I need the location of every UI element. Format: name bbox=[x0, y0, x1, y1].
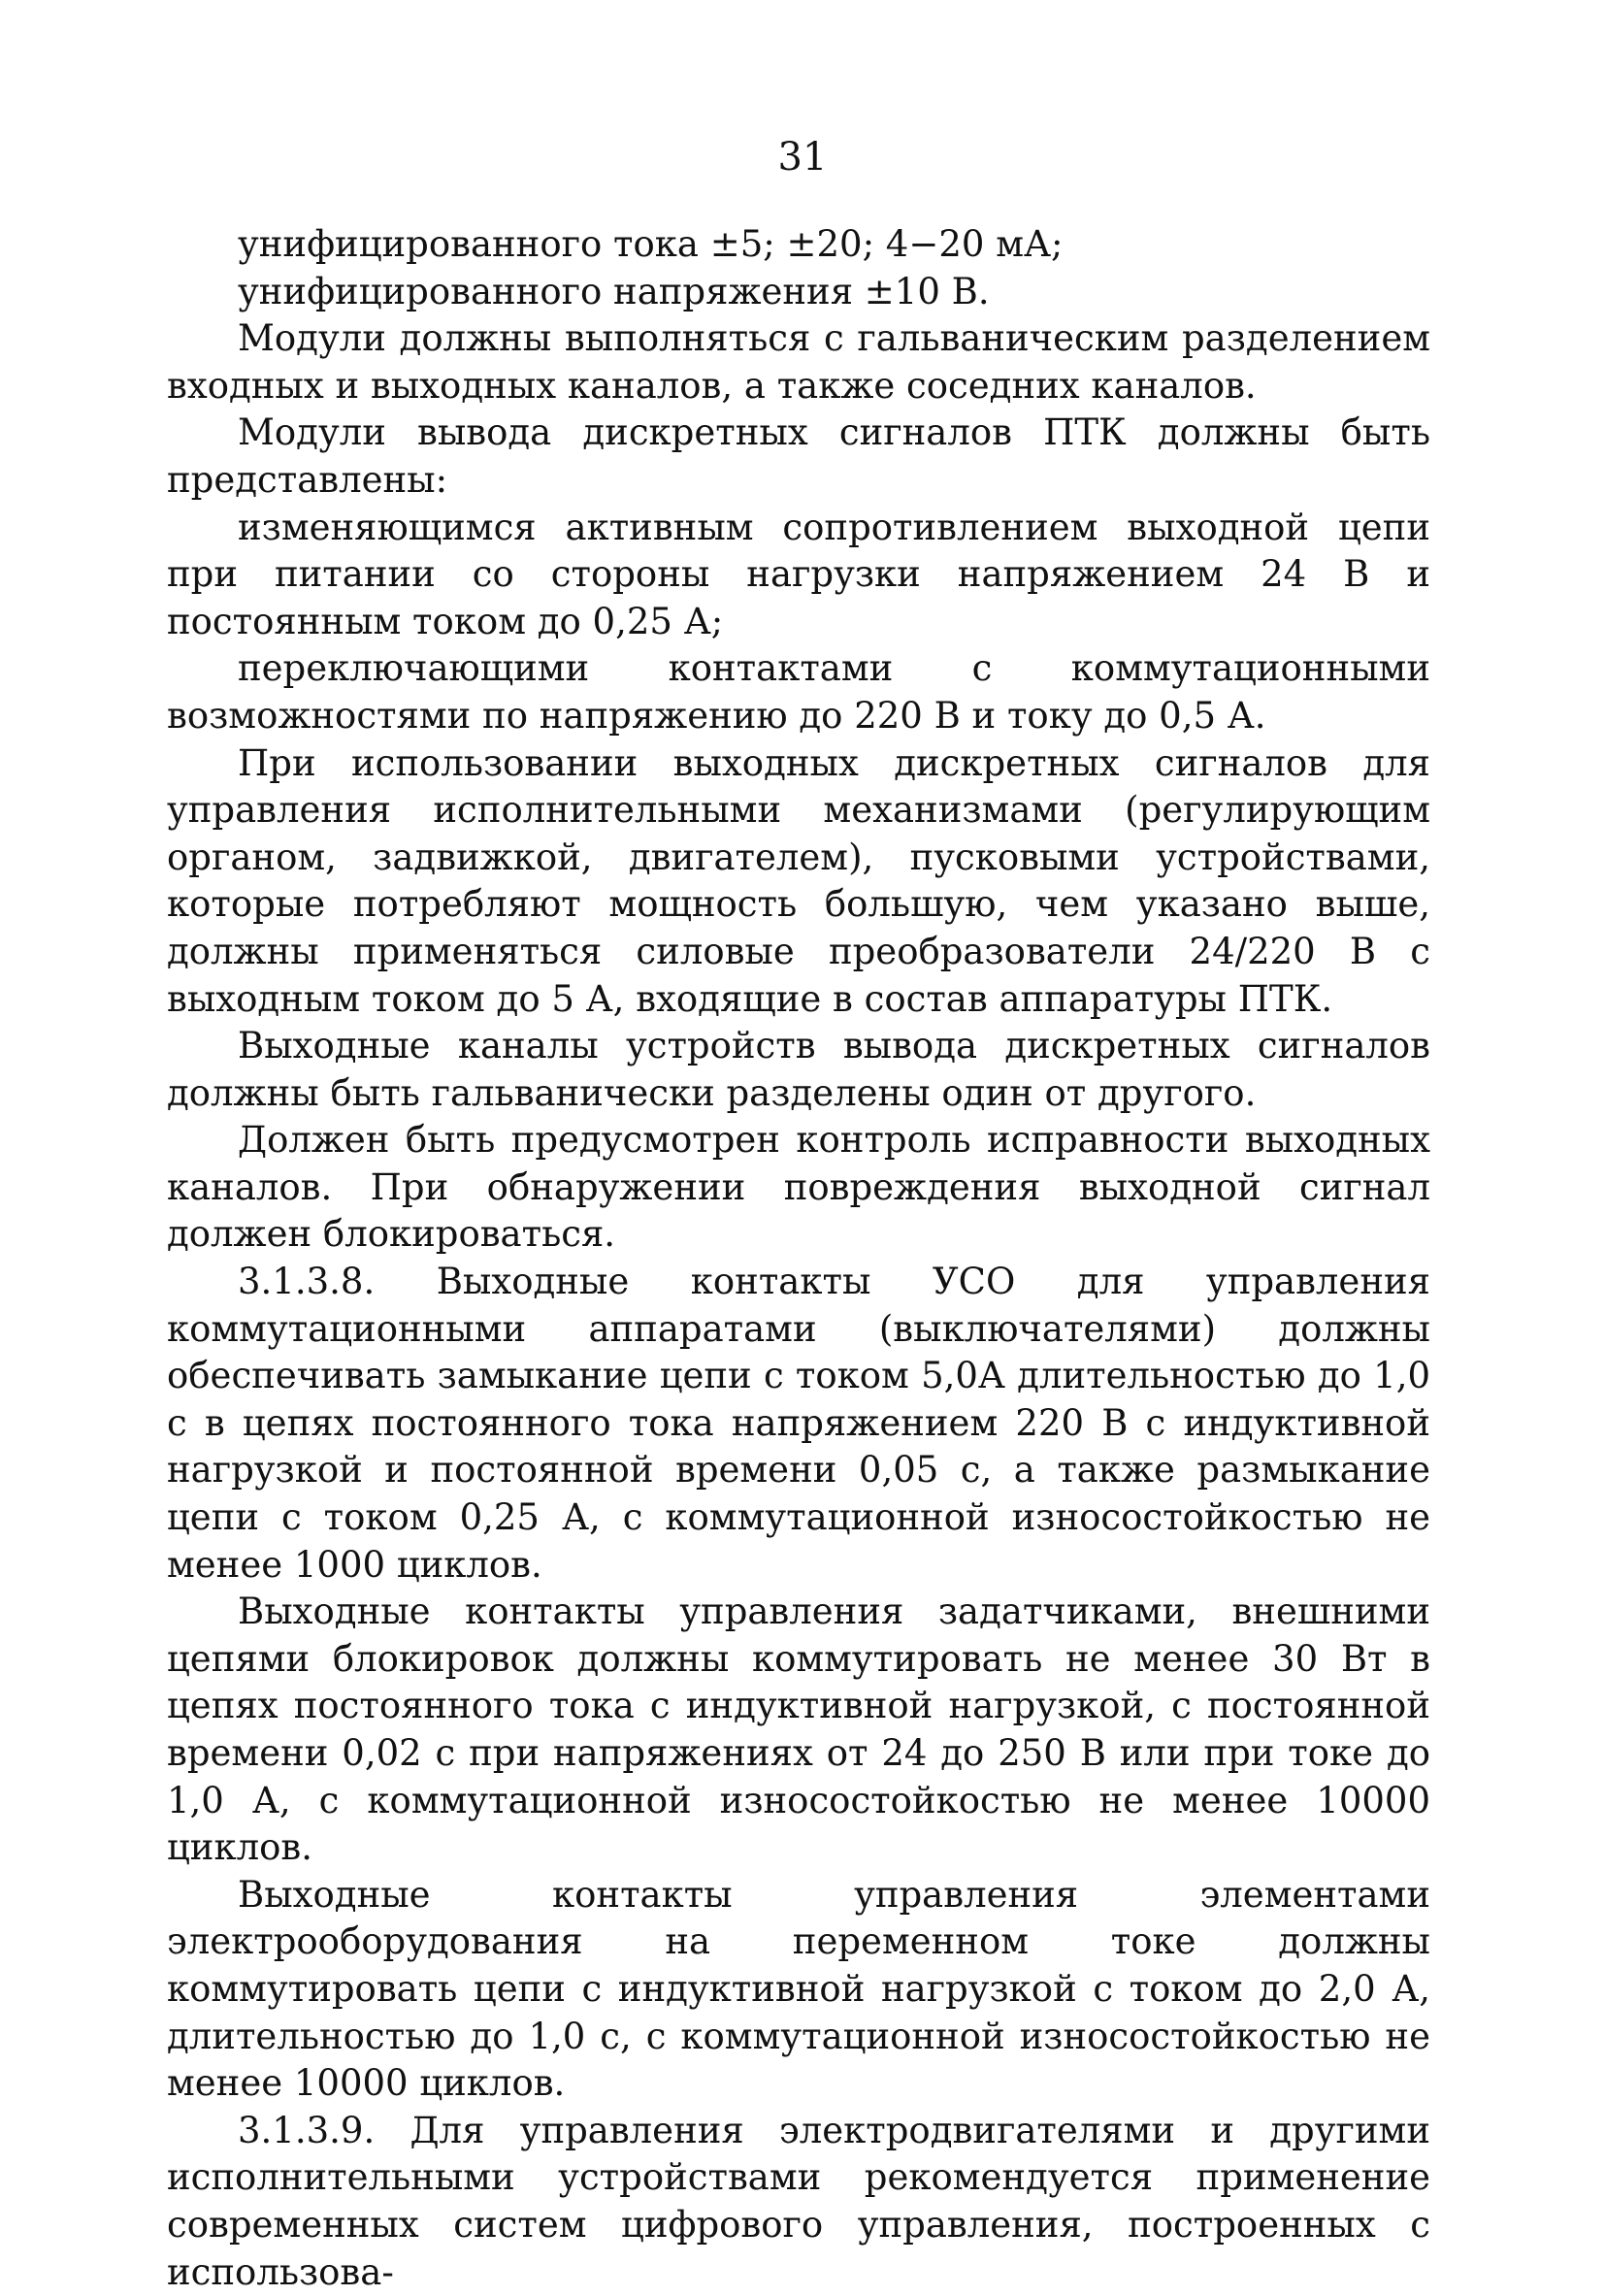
body-text bbox=[167, 221, 1430, 2296]
paragraph-setpoint-interlock-contacts: Выходные контакты управления задатчиками, внешними цепями блокировок должны коммутировать не менее 30 Вт в цепях постоянного тока с индуктивной нагрузкой, с постоянной времени 0,02 с при напряжениях от 24 до 250 В или при токе до 1,0 А, с коммутационной износостойкостью не менее 10000 циклов. bbox=[167, 1591, 1430, 1869]
paragraph-active-resistance-output: изменяющимся активным сопротивлением выходной цепи при питании со стороны нагрузки напряжением 24 В и постоянным током до 0,25 А; bbox=[167, 506, 1430, 642]
paragraph-output-health-monitoring: Должен быть предусмотрен контроль исправности выходных каналов. При обнаружении повреждения выходной сигнал должен блокироваться. bbox=[167, 1119, 1430, 1256]
paragraph-output-channel-isolation: Выходные каналы устройств вывода дискретных сигналов должны быть гальванически разделены один от другого. bbox=[167, 1025, 1430, 1114]
paragraph-current-signal-ranges: унифицированного тока ±5; ±20; 4−20 мА; bbox=[238, 223, 1064, 265]
paragraph-voltage-signal-range: унифицированного напряжения ±10 В. bbox=[238, 270, 990, 312]
paragraph-ac-equipment-contacts: Выходные контакты управления элементами электрооборудования на переменном токе должны коммутировать цепи с индуктивной нагрузкой с током до 2,0 А, длительностью до 1,0 с, с коммутационной износостойкостью не менее 10000 циклов. bbox=[167, 1873, 1430, 2105]
paragraph-discrete-output-modules: Модули вывода дискретных сигналов ПТК должны быть представлены: bbox=[167, 411, 1430, 501]
paragraph-power-converters: При использовании выходных дискретных сигналов для управления исполнительными механизмами (регулирующим органом, задвижкой, двигателем), пусковыми устройствами, которые потребляют мощность большую, чем указано выше, должны применяться силовые преобразователи 24/220 В с выходным током до 5 А, входящие в состав аппаратуры ПТК. bbox=[167, 741, 1430, 1020]
paragraph-switching-contacts: переключающими контактами с коммутационными возможностями по напряжению до 220 В и току до 0,5 А. bbox=[167, 647, 1430, 737]
paragraph-section-3-1-3-9: 3.1.3.9. Для управления электродвигателями и другими исполнительными устройствами рекомендуется применение современных систем цифрового управления, построенных с использова- bbox=[167, 2109, 1430, 2293]
paragraph-galvanic-isolation: Модули должны выполняться с гальваническим разделением входных и выходных каналов, а также соседних каналов. bbox=[167, 317, 1430, 407]
paragraph-section-3-1-3-8: 3.1.3.8. Выходные контакты УСО для управления коммутационными аппаратами (выключателями) должны обеспечивать замыкание цепи с током 5,0А длительностью до 1,0 с в цепях постоянного тока напряжением 220 В с индуктивной нагрузкой и постоянной времени 0,05 с, а также размыкание цепи с током 0,25 А, с коммутационной износостойкостью не менее 1000 циклов. bbox=[167, 1261, 1430, 1586]
page-number: 31 bbox=[777, 135, 828, 180]
